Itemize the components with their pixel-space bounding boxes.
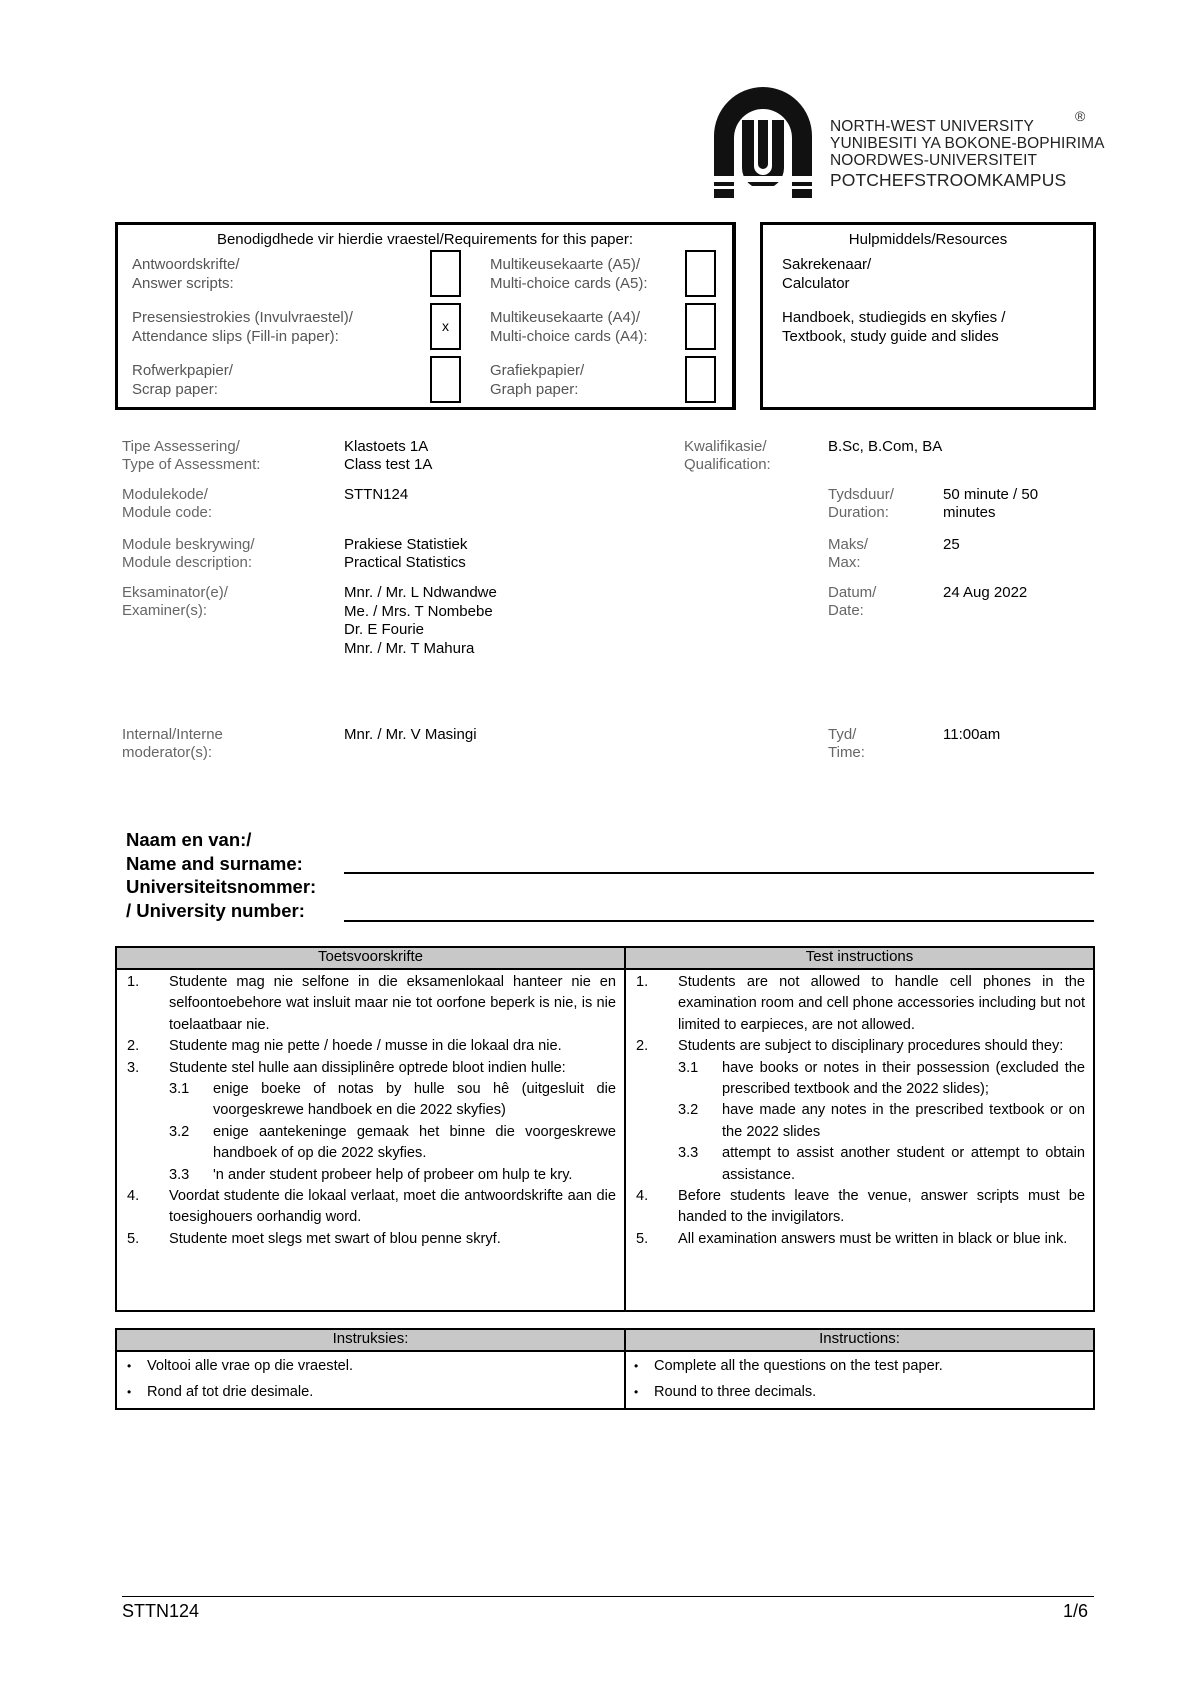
attendance-slips-checkbox[interactable]: x <box>430 303 461 350</box>
sub-rule-number: 3.1 <box>169 1081 190 1098</box>
value-line: 50 minute / 50 <box>943 486 1039 503</box>
requirement-label-af: Rofwerkpapier/ <box>132 362 233 379</box>
label-en: Duration: <box>828 504 889 521</box>
resource-textbook <box>782 308 1005 346</box>
mc-cards-a4-checkbox[interactable] <box>685 303 716 350</box>
label-en: moderator(s): <box>122 744 213 761</box>
sub-rule-item <box>127 1122 616 1165</box>
scrap-paper-checkbox[interactable] <box>430 356 461 403</box>
nwu-logo-mark-icon <box>708 86 818 198</box>
sub-rule-item <box>636 1058 1085 1101</box>
label-en: Module description: <box>122 554 253 571</box>
requirement-graph-paper <box>490 361 584 399</box>
label-af: Internal/Interne <box>122 726 223 743</box>
requirement-label-en: Answer scripts: <box>132 275 234 292</box>
university-logo <box>708 86 1105 200</box>
footer-module-code: STTN124 <box>122 1601 200 1621</box>
rule-item <box>636 1229 1085 1250</box>
max-value: 25 <box>943 536 960 553</box>
rule-text: Studente mag nie pette / hoede / musse in die lokaal dra nie. <box>169 1038 562 1055</box>
sub-rule-number: 3.2 <box>169 1123 190 1140</box>
resource-calculator <box>782 255 871 293</box>
requirement-label-af: Presensiestrokies (Invulvraestel)/ <box>132 309 353 326</box>
rule-number: 4. <box>127 1188 140 1205</box>
name-label-en: Name and surname: <box>126 852 303 874</box>
rule-text: Students are subject to disciplinary procedures should they: <box>678 1038 1064 1055</box>
examiner-name: Mnr. / Mr. L Ndwandwe <box>344 584 497 601</box>
rule-number: 2. <box>127 1038 140 1055</box>
label-en: Qualification: <box>684 456 771 473</box>
max-label <box>828 536 868 572</box>
instruction-text: Voltooi alle vrae op die vraestel. <box>147 1358 354 1374</box>
sub-rule-number: 3.3 <box>678 1145 699 1162</box>
bullet-icon: • <box>127 1359 132 1373</box>
requirement-label-af: Multikeusekaarte (A4)/ <box>490 309 641 326</box>
label-af: Tipe Assessering/ <box>122 438 240 455</box>
instruction-text: Round to three decimals. <box>654 1384 817 1400</box>
label-af: Kwalifikasie/ <box>684 438 767 455</box>
examiner-name: Me. / Mrs. T Nombebe <box>344 602 493 620</box>
requirement-answer-scripts <box>132 255 240 293</box>
instructions-table <box>115 1328 1095 1410</box>
sub-rule-text: enige aantekeninge gemaak het binne die voorgeskrewe handboek of op die 2022 skyfies. <box>213 1123 616 1162</box>
instruction-item <box>626 1379 1087 1405</box>
label-af: Datum/ <box>828 584 877 601</box>
examiner-name: Dr. E Fourie <box>344 621 425 638</box>
campus-name: POTCHEFSTROOMKAMPUS <box>830 170 1067 190</box>
label-af: Modulekode/ <box>122 486 208 503</box>
rule-text: Studente moet slegs met swart of blou penne skryf. <box>169 1230 501 1247</box>
sub-rule-number: 3.3 <box>169 1166 190 1183</box>
resource-label-en: Textbook, study guide and slides <box>782 328 999 345</box>
moderator-value: Mnr. / Mr. V Masingi <box>344 726 477 743</box>
sub-rule-text: 'n ander student probeer help of probeer om hulp te kry. <box>213 1166 573 1183</box>
student-number-input-line[interactable] <box>344 920 1094 922</box>
rule-number: 5. <box>636 1230 649 1247</box>
resource-label-af: Handboek, studiegids en skyfies / <box>782 309 1006 326</box>
rule-number: 1. <box>636 974 649 990</box>
instruction-item <box>117 1379 618 1405</box>
requirements-title: Benodigdhede vir hierdie vraestel/Requirements for this paper: <box>216 231 634 248</box>
label-en: Max: <box>828 554 861 571</box>
resources-title: Hulpmiddels/Resources <box>848 231 1008 248</box>
bullet-icon: • <box>127 1385 132 1399</box>
instructions-af-column <box>116 1351 625 1409</box>
test-rules-table <box>115 946 1095 1312</box>
date-value: 24 Aug 2022 <box>943 584 1028 601</box>
rule-text: Studente mag nie selfone in die eksamenlokaal hanteer nie en selfoontoebehore wat insluit maar nie tot oorfone beperk is nie, is nie toelaatbaar nie. <box>169 974 616 1033</box>
requirements-box-border <box>734 222 739 410</box>
module-description-label <box>122 536 255 572</box>
footer-page-number: 1/6 <box>1063 1601 1089 1621</box>
bullet-icon: • <box>634 1359 639 1373</box>
instructions-header-en: Instructions: <box>625 1329 1094 1351</box>
value-line: minutes <box>943 504 996 521</box>
rule-text: All examination answers must be written in black or blue ink. <box>678 1230 1068 1247</box>
duration-value <box>943 486 1038 522</box>
requirement-mc-cards-a4 <box>490 308 648 346</box>
rule-item <box>127 1036 616 1057</box>
qualification-label <box>684 438 771 474</box>
requirement-attendance-slips <box>132 308 353 346</box>
student-number-label-en: / University number: <box>126 899 305 921</box>
requirement-label-en: Multi-choice cards (A5): <box>490 275 648 292</box>
sub-rule-item <box>636 1143 1085 1186</box>
time-label <box>828 726 865 762</box>
instruction-item <box>117 1353 618 1379</box>
instruction-text: Rond af tot drie desimale. <box>147 1384 314 1400</box>
instruction-text: Complete all the questions on the test paper. <box>654 1358 943 1374</box>
rule-item <box>636 1036 1085 1057</box>
answer-scripts-checkbox[interactable] <box>430 250 461 297</box>
test-rules-header-af: Toetsvoorskrifte <box>116 947 625 969</box>
qualification-value: B.Sc, B.Com, BA <box>828 438 943 455</box>
duration-label <box>828 486 894 522</box>
rule-number: 1. <box>127 974 140 990</box>
rule-item <box>127 1186 616 1229</box>
module-code-value: STTN124 <box>344 486 409 503</box>
resource-label-af: Sakrekenaar/ <box>782 256 872 273</box>
sub-rule-text: enige boeke of notas by hulle sou hê (uitgesluit die voorgeskrewe handboek en die 2022 skyfies) <box>213 1081 616 1119</box>
footer-divider <box>122 1596 1094 1597</box>
requirement-scrap-paper <box>132 361 233 399</box>
requirement-label-af: Multikeusekaarte (A5)/ <box>490 256 641 273</box>
time-value: 11:00am <box>943 726 1001 743</box>
rule-item <box>127 1229 616 1250</box>
value-en: Class test 1A <box>344 456 433 473</box>
instructions-header-af: Instruksies: <box>116 1329 625 1351</box>
assessment-type-label <box>122 438 260 474</box>
rule-text: Voordat studente die lokaal verlaat, moet die antwoordskrifte aan die toesighouers oorhandig word. <box>169 1188 616 1226</box>
name-input-line[interactable] <box>344 872 1094 874</box>
test-rules-af-column <box>116 969 625 1311</box>
resources-box <box>760 222 1096 410</box>
rule-number: 5. <box>127 1230 140 1247</box>
rule-item <box>127 1058 616 1079</box>
requirement-label-en: Attendance slips (Fill-in paper): <box>132 328 339 345</box>
moderator-label <box>122 726 223 762</box>
label-af: Module beskrywing/ <box>122 536 255 553</box>
module-code-label <box>122 486 212 522</box>
rule-text: Students are not allowed to handle cell phones in the examination room and cell phone accessories including but not limited to earpieces, are not allowed. <box>678 974 1085 1033</box>
sub-rule-text: attempt to assist another student or attempt to obtain assistance. <box>722 1145 1085 1183</box>
rule-text: Before students leave the venue, answer scripts must be handed to the invigilators. <box>678 1188 1085 1226</box>
requirement-label-en: Scrap paper: <box>132 381 218 398</box>
requirement-label-en: Graph paper: <box>490 381 579 398</box>
graph-paper-checkbox[interactable] <box>685 356 716 403</box>
value-af: Klastoets 1A <box>344 438 429 455</box>
requirement-label-en: Multi-choice cards (A4): <box>490 328 648 345</box>
label-en: Examiner(s): <box>122 602 208 619</box>
university-name-line: YUNIBESITI YA BOKONE-BOPHIRIMA <box>830 135 1105 152</box>
label-af: Tyd/ <box>828 726 857 743</box>
examiner-name: Mnr. / Mr. T Mahura <box>344 639 475 657</box>
rule-item <box>636 972 1085 1036</box>
rule-text: Studente stel hulle aan dissiplinêre optrede bloot indien hulle: <box>169 1059 566 1076</box>
rule-number: 4. <box>636 1188 649 1205</box>
examiners-list <box>344 584 497 658</box>
sub-rule-item <box>127 1165 616 1186</box>
bullet-icon: • <box>634 1385 639 1399</box>
rule-number: 2. <box>636 1038 649 1055</box>
sub-rule-number: 3.1 <box>678 1059 699 1076</box>
label-af: Maks/ <box>828 536 869 553</box>
sub-rule-number: 3.2 <box>678 1102 699 1119</box>
label-en: Module code: <box>122 504 213 521</box>
examiners-label <box>122 584 228 620</box>
name-label-af: Naam en van:/ <box>126 829 252 850</box>
value-en: Practical Statistics <box>344 554 466 571</box>
student-details-labels <box>126 828 316 922</box>
test-rules-en-column <box>625 969 1094 1311</box>
resource-label-en: Calculator <box>782 275 850 292</box>
instruction-item <box>626 1353 1087 1379</box>
requirement-mc-cards-a5 <box>490 255 648 293</box>
test-rules-header-en: Test instructions <box>625 947 1094 969</box>
university-name-line: NORTH-WEST UNIVERSITY <box>830 118 1034 135</box>
sub-rule-text: have books or notes in their possession (excluded the prescribed textbook and the 2022 slides); <box>722 1059 1085 1098</box>
module-description-value <box>344 536 467 572</box>
date-label <box>828 584 876 620</box>
value-af: Prakiese Statistiek <box>344 536 468 553</box>
mc-cards-a5-checkbox[interactable] <box>685 250 716 297</box>
sub-rule-item <box>127 1079 616 1122</box>
university-name-line: NOORDWES-UNIVERSITEIT <box>830 152 1038 169</box>
label-en: Type of Assessment: <box>122 456 261 473</box>
requirements-box <box>115 222 735 410</box>
assessment-type-value <box>344 438 432 474</box>
rule-item <box>636 1186 1085 1229</box>
sub-rule-text: have made any notes in the prescribed textbook or on the 2022 slides <box>722 1102 1085 1140</box>
student-number-label-af: Universiteitsnommer: <box>126 876 317 897</box>
rule-number: 3. <box>127 1059 140 1076</box>
label-af: Tydsduur/ <box>828 486 894 503</box>
registered-mark: ® <box>1075 108 1086 124</box>
requirement-label-af: Grafiekpapier/ <box>490 362 585 379</box>
sub-rule-item <box>636 1100 1085 1143</box>
label-en: Date: <box>828 602 864 619</box>
rule-item <box>127 972 616 1036</box>
instructions-en-column <box>625 1351 1094 1409</box>
label-af: Eksaminator(e)/ <box>122 584 228 601</box>
label-en: Time: <box>828 744 865 761</box>
requirement-label-af: Antwoordskrifte/ <box>132 256 240 273</box>
university-name <box>830 118 1105 191</box>
